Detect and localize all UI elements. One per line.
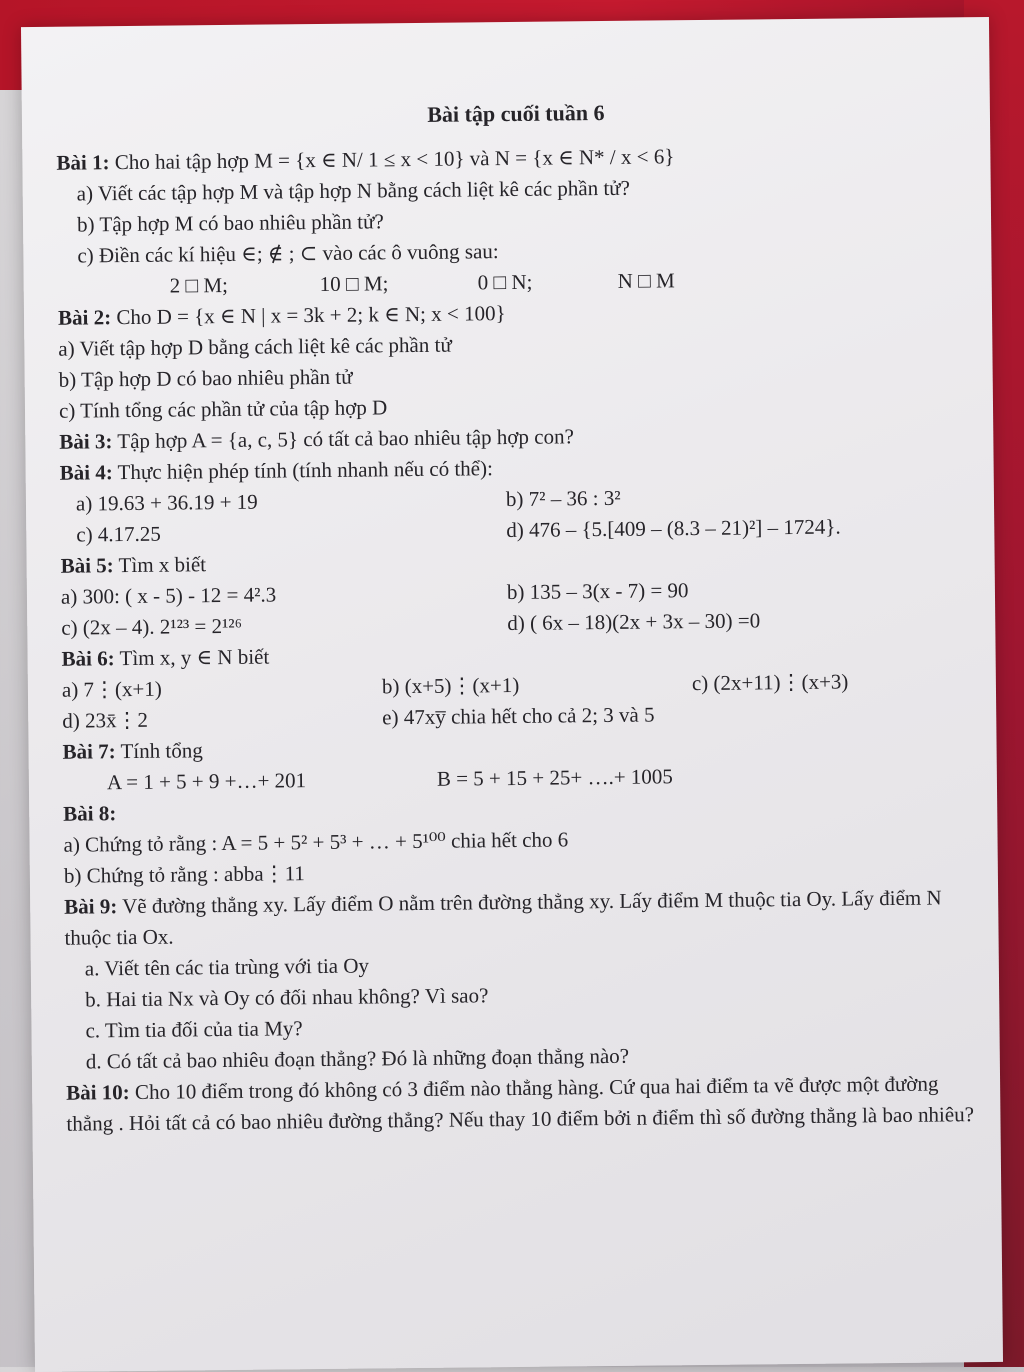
bai10-text: Cho 10 điểm trong đó không có 3 điểm nào thẳng hàng. Cứ qua hai điểm ta vẽ được một đường thẳng . Hỏi tất cả có bao nhiêu đường thẳng? Nếu thay 10 điểm bởi n điểm thì số đường thẳng là bao nhiêu? xyxy=(66,1071,975,1136)
bai1-part-a: a) Viết các tập hợp M và tập hợp N bằng cách liệt kê các phần tử? xyxy=(76,175,631,206)
bai1-head: Bài 1: xyxy=(56,150,110,175)
bai7-text: Tính tổng xyxy=(115,738,203,764)
bai5-head: Bài 5: xyxy=(60,553,114,578)
bai5-part-a: a) 300: ( x - 5) - 12 = 4².3 xyxy=(60,582,277,609)
bai9-statement xyxy=(64,882,985,954)
bai6-part-b: b) (x+5)⋮(x+1) xyxy=(381,672,520,699)
bai2-part-a: a) Viết tập hợp D bằng cách liệt kê các phần tử xyxy=(58,332,452,361)
bai4-part-b: b) 7² – 36 : 3² xyxy=(505,485,621,512)
bai3-head: Bài 3: xyxy=(59,429,113,454)
bai2-part-b: b) Tập hợp D có bao nhiêu phần tử xyxy=(58,364,353,392)
worksheet-title: Bài tập cuối tuần 6 xyxy=(427,99,605,127)
bai6-part-c: c) (2x+11)⋮(x+3) xyxy=(691,669,849,696)
bai1-part-b: b) Tập hợp M có bao nhiêu phần tử? xyxy=(76,209,384,237)
worksheet-paper xyxy=(21,17,1003,1372)
worksheet-content xyxy=(56,93,987,1140)
bai5-text: Tìm x biết xyxy=(113,552,207,578)
bai9-part-a: a. Viết tên các tia trùng với tia Oy xyxy=(84,953,370,981)
bai6-head: Bài 6: xyxy=(61,646,115,671)
bai9-part-d: d. Có tất cả bao nhiêu đoạn thẳng? Đó là những đoạn thẳng nào? xyxy=(85,1043,630,1074)
bai7-sum-b: B = 5 + 15 + 25+ ….+ 1005 xyxy=(436,764,673,791)
box-item: 0 □ N; xyxy=(477,269,533,295)
bai6-part-d: d) 23x̄⋮2 xyxy=(62,707,149,733)
box-item: N □ M xyxy=(617,268,675,293)
bai2-part-c: c) Tính tổng các phần tử của tập hợp D xyxy=(58,395,388,423)
bai4-part-d: d) 476 – {5.[409 – (8.3 – 21)²] – 1724}. xyxy=(506,514,841,543)
bai9-part-c: c. Tìm tia đối của tia My? xyxy=(85,1016,303,1043)
bai10-statement xyxy=(66,1068,987,1140)
bai5-part-c: c) (2x – 4). 2¹²³ = 2¹²⁶ xyxy=(61,613,243,640)
bai2-text: Cho D = {x ∈ N | x = 3k + 2; k ∈ N; x < 100} xyxy=(110,301,506,330)
bai9-part-b: b. Hai tia Nx và Oy có đối nhau không? Vì sao? xyxy=(85,983,489,1012)
bai9-text: Vẽ đường thẳng xy. Lấy điểm O nằm trên đường thẳng xy. Lấy điểm M thuộc tia Oy. Lấy điểm N thuộc tia Ox. xyxy=(64,885,942,950)
bai5-part-d: d) ( 6x – 18)(2x + 3x – 30) =0 xyxy=(507,608,761,636)
bai1-text: Cho hai tập hợp M = {x ∈ N/ 1 ≤ x < 10} và N = {x ∈ N* / x < 6} xyxy=(109,144,675,175)
bai5-part-b: b) 135 – 3(x - 7) = 90 xyxy=(506,578,689,605)
bai1-part-c: c) Điền các kí hiệu ∈; ∉ ; ⊂ vào các ô vuông sau: xyxy=(77,239,499,268)
bai9-head: Bài 9: xyxy=(64,894,118,919)
bai6-part-a: a) 7⋮(x+1) xyxy=(61,676,162,702)
box-item: 10 □ M; xyxy=(319,271,389,296)
bai4-part-c: c) 4.17.25 xyxy=(76,521,162,547)
bai8-part-a: a) Chứng tỏ rằng : A = 5 + 5² + 5³ + … + 5¹⁰⁰ chia hết cho 6 xyxy=(63,827,569,857)
bai8-part-b: b) Chứng tỏ rằng : abba⋮11 xyxy=(63,861,305,888)
bai4-part-a: a) 19.63 + 36.19 + 19 xyxy=(75,489,258,516)
bai6-part-e: e) 47xy̅ chia hết cho cả 2; 3 và 5 xyxy=(382,702,655,730)
box-item: 2 □ M; xyxy=(169,272,229,298)
bai8-head: Bài 8: xyxy=(63,801,117,826)
bai3-text: Tập hợp A = {a, c, 5} có tất cả bao nhiêu tập hợp con? xyxy=(112,424,574,454)
bai7-head: Bài 7: xyxy=(62,739,116,764)
bai4-head: Bài 4: xyxy=(59,460,113,485)
bai2-head: Bài 2: xyxy=(57,305,112,330)
bai10-head: Bài 10: xyxy=(66,1080,130,1105)
bai6-text: Tìm x, y ∈ N biết xyxy=(114,644,270,671)
bai4-text: Thực hiện phép tính (tính nhanh nếu có thể): xyxy=(112,456,494,485)
bai7-sum-a: A = 1 + 5 + 9 +…+ 201 xyxy=(106,768,307,795)
